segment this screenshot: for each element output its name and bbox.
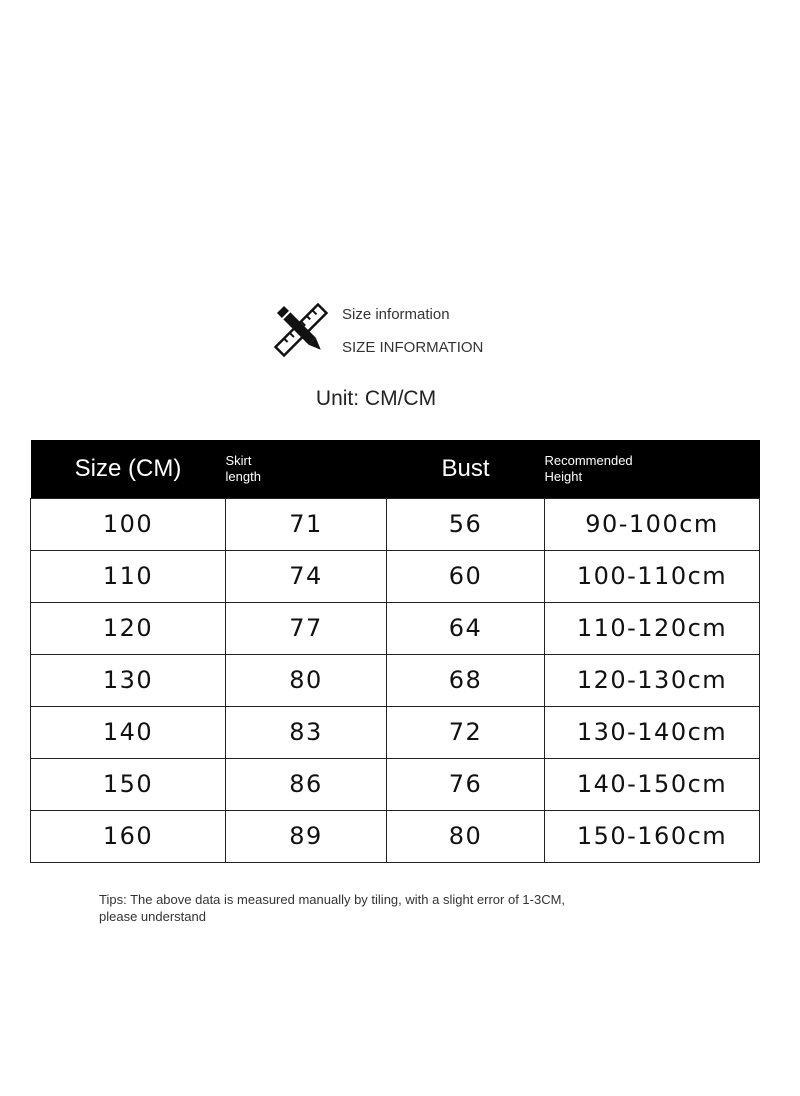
cell-bust: 72 [387,706,545,758]
cell-size: 150 [31,758,226,810]
cell-skirt-length: 86 [226,758,387,810]
table-row [31,498,760,550]
cell-bust: 64 [387,602,545,654]
cell-recommended-height: 90-100cm [545,498,760,550]
cell-bust: 76 [387,758,545,810]
cell-bust: 60 [387,550,545,602]
cell-skirt-length: 80 [226,654,387,706]
cell-skirt-length: 89 [226,810,387,862]
skirt-header-line2: length [225,468,261,484]
cell-bust: 68 [387,654,545,706]
height-header-line1: Recommended [544,452,633,468]
column-header-size: Size (CM) [74,454,182,482]
cell-recommended-height: 130-140cm [545,706,760,758]
cell-skirt-length: 83 [226,706,387,758]
table-row [31,602,760,654]
cell-size: 100 [31,498,226,550]
skirt-header-line1: Skirt [225,452,252,468]
size-info-header [272,298,502,360]
height-header-line2: Height [544,468,583,484]
tips-note [99,891,679,925]
table-row [31,550,760,602]
cell-recommended-height: 150-160cm [545,810,760,862]
table-row [31,758,760,810]
table-row [31,654,760,706]
cell-recommended-height: 110-120cm [545,602,760,654]
cell-size: 110 [31,550,226,602]
cell-size: 160 [31,810,226,862]
table-row [31,810,760,862]
ruler-pencil-icon [272,302,330,358]
cell-bust: 56 [387,498,545,550]
tips-line1: Tips: The above data is measured manually by tiling, with a slight error of 1-3CM, [99,892,566,907]
tips-line2: please understand [99,909,206,924]
cell-skirt-length: 77 [226,602,387,654]
column-header-recommended-height [545,440,760,498]
cell-bust: 80 [387,810,545,862]
header-title: Size information [342,306,450,323]
unit-label: Unit: CM/CM [315,387,437,410]
cell-recommended-height: 140-150cm [545,758,760,810]
column-header-bust: Bust [441,454,490,482]
header-subtitle: SIZE INFORMATION [342,339,484,356]
table-row [31,706,760,758]
cell-skirt-length: 71 [226,498,387,550]
table-header-row [31,440,760,498]
cell-size: 140 [31,706,226,758]
cell-recommended-height: 120-130cm [545,654,760,706]
cell-size: 130 [31,654,226,706]
size-chart-table [30,440,760,863]
column-header-skirt-length [226,440,387,498]
cell-size: 120 [31,602,226,654]
cell-recommended-height: 100-110cm [545,550,760,602]
cell-skirt-length: 74 [226,550,387,602]
